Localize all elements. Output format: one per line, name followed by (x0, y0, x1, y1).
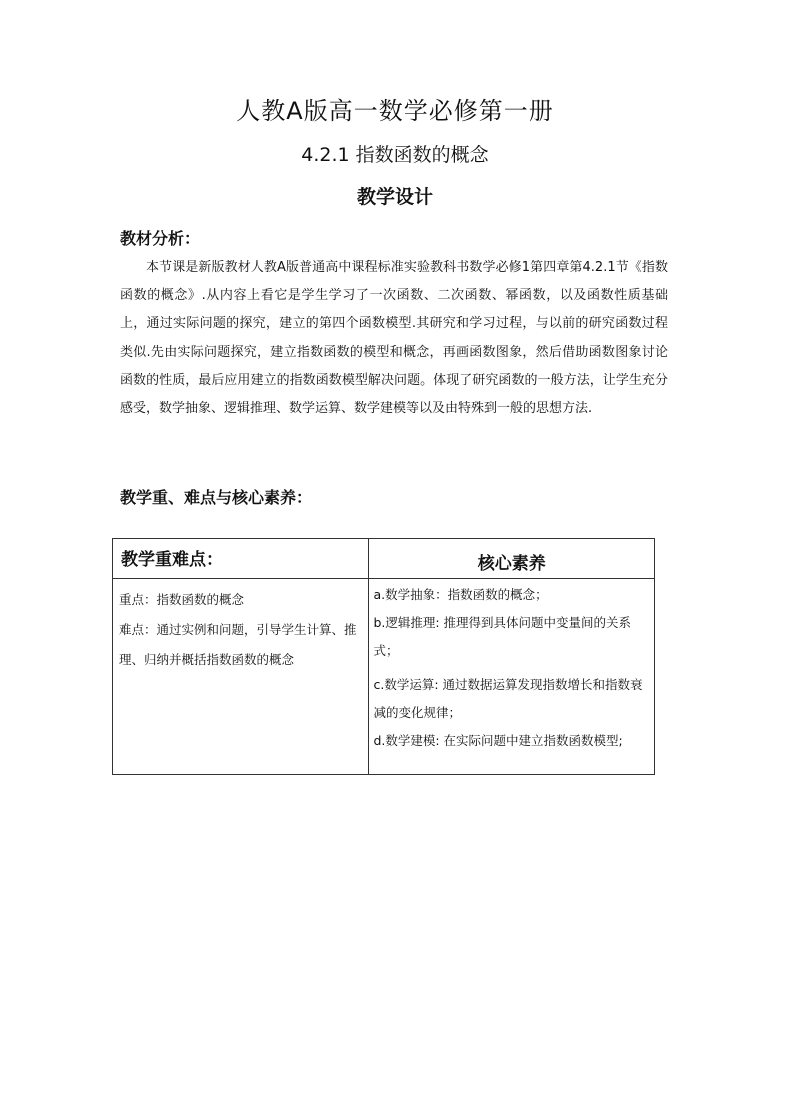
lesson-title: 4.2.1 指数函数的概念 (301, 144, 489, 166)
literacy-item: a.数学抽象：指数函数的概念； (373, 587, 548, 602)
table-header-key-points: 教学重难点： (113, 539, 369, 579)
key-points-cell (113, 579, 369, 775)
table-header-row (113, 539, 655, 579)
core-literacy-cell (369, 579, 655, 775)
key-point-item: 重点：指数函数的概念 (119, 592, 245, 607)
document-subtitle: 教学设计 (356, 186, 433, 208)
table-header-core-literacy: 核心素养 (369, 539, 655, 579)
analysis-paragraph: 本节课是新版教材人教A版普通高中课程标准实验教科书数学必修1第四章第4.2.1节《指数函数的概念》.从内容上看它是学生学习了一次函数、二次函数、幂函数，以及函数性质基础上，通过实际问题的探究，建立的第四个函数模型.其研究和学习过程，与以前的研究函数过程类似.先由实际问题探究，建立指数函数的模型和概念，再画函数图象，然后借助函数图象讨论函数的性质，最后应用建立的指数函数模型解决问题。体现了研究函数的一般方法，让学生充分感受，数学抽象、逻辑推理、数学运算、数学建模等以及由特殊到一般的思想方法. (120, 260, 668, 417)
key-points-table (112, 538, 655, 775)
table-row (113, 579, 655, 775)
document-title: 人教A版高一数学必修第一册 (236, 97, 554, 125)
key-section-heading: 教学重、难点与核心素养： (120, 488, 313, 507)
literacy-item: d.数学建模: 在实际问题中建立指数函数模型; (373, 733, 623, 748)
analysis-heading: 教材分析： (120, 229, 201, 248)
literacy-item: b.逻辑推理: 推理得到具体问题中变量间的关系式； (373, 615, 632, 658)
difficulty-item: 难点：通过实例和问题，引导学生计算、推理、归纳并概括指数函数的概念 (119, 622, 357, 667)
literacy-item: c.数学运算: 通过数据运算发现指数增长和指数衰减的变化规律； (373, 677, 643, 720)
